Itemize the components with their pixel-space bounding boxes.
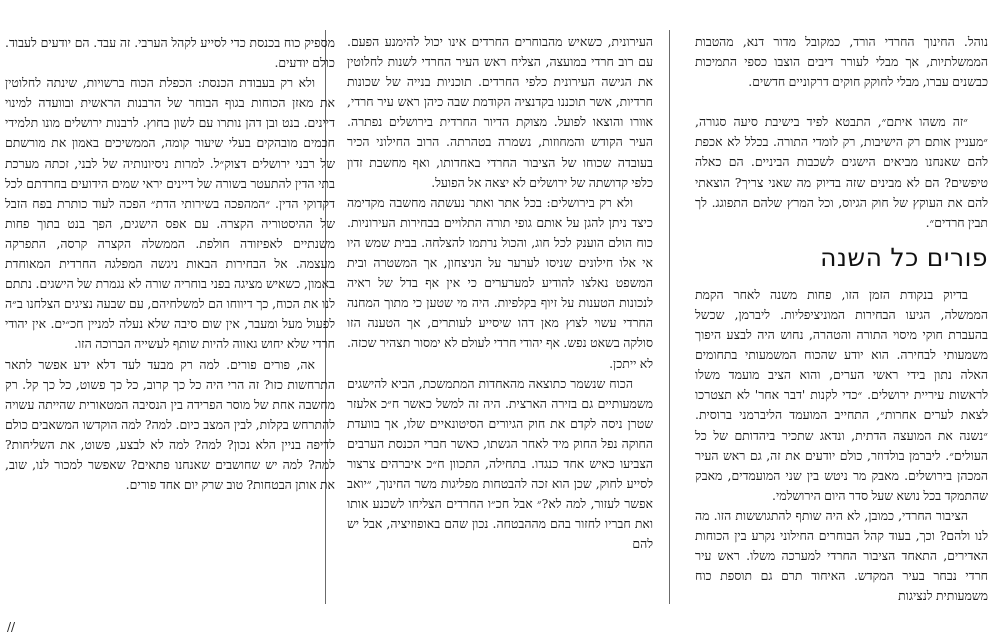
left-paragraph-2: ולא רק בעבודת הכנסת: הכפלת הכוח ברשויות, שינתה לחלוטין את מאזן הכוחות בגוף הבוחר של הרבנות הראשית ובוועדה למינוי דיינים. בנט ובן דהן נותרו עם לשון בחוץ. לרבנות ירושלים מונו תלמידי חכמים מובהקים בעלי שיעור קומה, הממשיכים באמון את מורשתם של רבני ירושלים דצוק״ל. למרות ניסיונותיה של לבני, זכתה מערכת בתי הדין להתעטר בשורה של דיינים יראי שמים הידועים בחרדתם לכל דקדוקי הדין. ״המהפכה בשירותי הדת״ הפכה לעוד כותרת בפח הזבל של ההיסטוריה הקצרה. עם אפס הישגים, הפך בנט בתוך פחות משנתיים לאפיזודה חולפת. הממשלה הקצרה קרסה, התפרקה מעצמה. אל הבחירות הבאות ניגשה המפלגה החרדית המאוחדת באמון, כשאיש מציגה בפני בוחריה שורה לא נגמרת של הישגים. נתתם לנו את הכוח, כך דיווחו הם למשלחיהם, עם שבעה נציגים הצלחנו ב״ה לפעול מעל ומעבר, אין שום סיבה שלא נעלה למניין חכ״ים. אין יהודי חרדי שלא יחוש גאווה להיות שותף לעשייה הברוכה הזו.	[5, 75, 335, 352]
section-heading: פורים כל השנה	[820, 242, 988, 272]
middle-paragraph-1: העירונית, כשאיש מהבוחרים החרדים אינו יכול להימנע הפעם. עם רוב חרדי במועצה, הצליח ראש העיר החרדי לשנות לחלוטין את הגישה העירונית כלפי החרדים. תוכניות בנייה של שכונות חרדיות, אשר תוכננו בקדנציה הקודמת שבה כיהן ראש עיר חרדי, אוורו והוצאו לפועל. מצוקת הדיור החרדית בירושלים נפתרה. העיר הקודש והמחוזות, נשמרה בטהרתה. הרוב החילוני הכיר בעובדה שכוחו של הציבור החרדי באחדותו, ואף מחשבת זדון כלפי קדושתה של ירושלים לא יצאה אל הפועל.	[347, 34, 653, 190]
column-divider-right	[669, 30, 670, 604]
middle-paragraph-2: ולא רק בירושלים: בכל אתר ואתר נעשתה מחשבה מקדימה כיצד ניתן להגן על אותם גופי תורה התלויים בבחירות העירוניות. כוח הולם הוענק לכל חוג, והכול נרתמו להצלחה. בבית שמש היו אי אלו חילונים שניסו לערער על הניצחון, אך המשטרה ובית המשפט נאלצו להודיע למערערים כי אין אף בדל של ראיה לנכונות הטענות על זיוף בקלפיות. היה מי שטען כי מתוך המחנה החרדי עשוי לצוץ מאן דהו שיסייע לעותרים, אך הטענה הזו סולקה בשאט נפש. אף יהודי חרדי לעולם לא ימסור תצהיר שכזה. לא ייתכן.	[347, 194, 653, 371]
article-end-mark: //	[7, 619, 16, 634]
left-paragraph-3: אה, פורים פורים. למה רק מבעד לעד דלא ידע אפשר לתאר התרחשות כזו? זה הרי היה כל כך קרוב, כל כך פשוט, כל כך קל. רק מחשבה אחת של מוסר הפרידה בין הנסיבה המטאורית שהייתה עשויה להתרחש בקלות, לבין המצב כיום. למה? למה הוקדשו המשאבים כולם לדיפה בניין הלא נכון? למה? למה לא לבצע, פשוט, את השליחות? למה? למה יש שחושבים שאנחנו פתאים? שאפשר למכור לנו, שוב, את אותן הבטחות? טוב שרק יום אחד פורים.	[5, 356, 335, 493]
right-paragraph-3: בדיוק בנקודת הזמן הזו, פחות משנה לאחר הקמת הממשלה, הגיעו הבחירות המוניציפליות. ליברמן, שכשל בהעברת חוקי מיסוי התורה והטהרה, נחוש היה לבצע היפוך משמעותי לבחירה. הוא יודע שהכוח המשמעותי בתחומים האלה נתון בידי ראשי הערים, והוא הציב מועמד משלו לראשות עיריית ירושלים. ״כדי לקנות 'דבר אחר' לא תצטרכו לצאת לערים אחרות״, התחייב המועמד הליברמני ברוסית. ״נשנה את המועצה הדתית, ונדאג שתכיר ביהדותם של כל העולים״. ליברמן בולדוזר, כולם יודעים את זה, גם ראש העיר המכהן בירושלים. מאבק מר ניטש בין שני המועמדים, מאבק שהתמקד בכל נושא שעל סדר היום הירושלמי.	[695, 286, 988, 503]
right-paragraph-1: נוהל. החינוך החרדי הורד, כמקובל מדור דנא, מהטבות הממשלתיות, אך מבלי לעורר דיבים הוצבו כספי התמיכות כבשנים עברו, מבלי לחוקק חוקים דרקוניים חדשים.	[695, 34, 988, 90]
middle-paragraph-3: הכוח שנשמר כתוצאה מהאחדות המתמשכת, הביא להישגים משמעותיים גם בזירה הארצית. היה זה למשל כאשר ח״כ אלעזר שטרן ניסה לקדם את חוק הגיורים הסיטונאיים שלו, אך בוועדת החוקה נפל החוק מיד לאחר הגשתו, כאשר חברי הכנסת הערבים הצביעו כאיש אחד כנגדו. בתחילה, התכוון ח״כ איברהים צרצור לסייע לחוק, שכן הוא זכה להבטחות מפליגות משר החינוך, ״יואב אפשר לעזור, למה לא?״ אבל חכ״ו החרדים הצליחו לשכנע אותו ואת חבריו לחזור בהם מההבטחה. נכון שהם באופוזיציה, אבל יש להם	[347, 375, 653, 552]
left-column	[5, 33, 335, 637]
right-paragraph-2: ״זה משהו איתם״, התבטא לפיד בישיבת סיעה סגורה, ״מעניין אותם רק הישיבות, רק לומדי התורה. בכלל לא אכפת להם שאנחנו מביאים הישגים לשכבות הביניים. הם כאלה טיפשים? הם לא מבינים שזה בדיוק מה שאני צריך? הוצאתי להם את העוקץ של חוק הגיוס, וכל המרץ שלהם התפוגג. לך תבין חרדים״.	[695, 114, 988, 230]
left-paragraph-1: מספיק כוח בכנסת כדי לסייע לקהל הערבי. זה עבד. הם יודעים לעבוד. כולם יודעים.	[5, 35, 335, 71]
right-paragraph-4: הציבור החרדי, כמובן, לא היה שותף להתגוששות הזו. מה לנו ולהם? וכך, בעוד קהל הבוחרים החילוני נקרע בין הכוחות האדירים, התאחד הציבור החרדי למערכה משלו. ראש עיר חרדי נבחר בעיר המקדש. האיחוד תרם גם תוספת כוח משמעותית לנציגות	[695, 507, 988, 604]
middle-column	[347, 32, 653, 636]
right-column	[695, 32, 988, 636]
